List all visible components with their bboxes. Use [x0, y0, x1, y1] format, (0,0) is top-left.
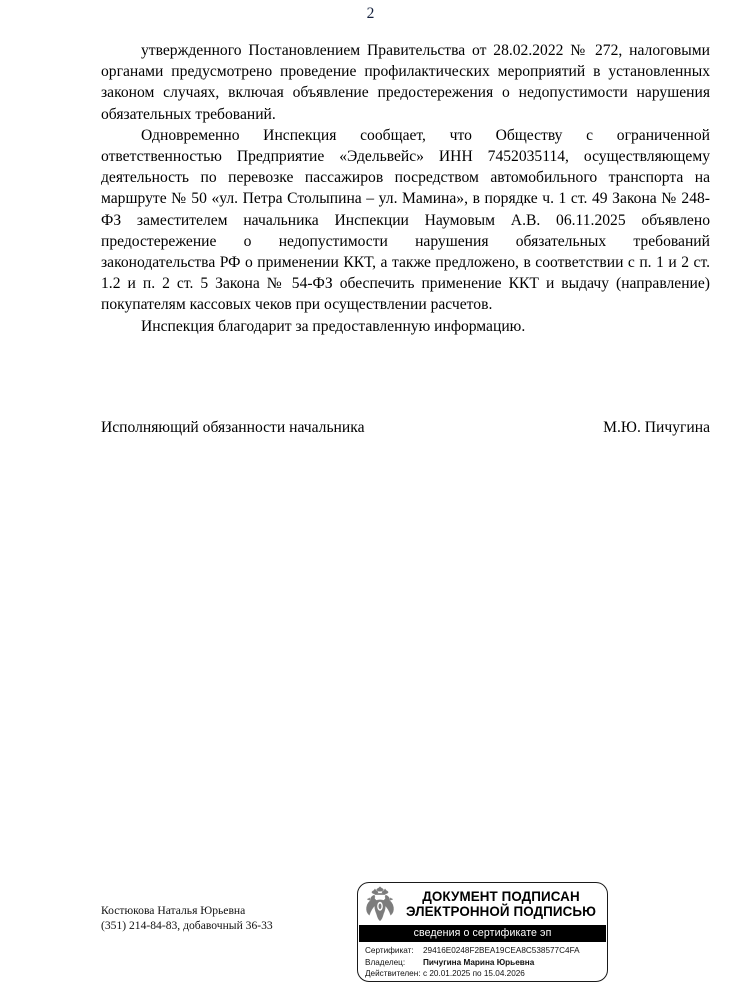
stamp-certificate-details	[358, 942, 607, 980]
signatory-title: Исполняющий обязанности начальника	[101, 419, 365, 436]
paragraph-2: Одновременно Инспекция сообщает, что Обществу с ограниченной ответственностью Предприятие «Эдельвейс» ИНН 7452035114, осуществляющему деятельность по перевозке пассажиров посредством автомобильного транспорта на маршруте № 50 «ул. Петра Столыпина – ул. Мамина», в порядке ч. 1 ст. 49 Закона № 248-ФЗ заместителем начальника Инспекции Наумовым А.В. 06.11.2025 объявлено предостережение о недопустимости нарушения обязательных требований законодательства РФ о применении ККТ, а также предложено, в соответствии с п. 1 и 2 ст. 1.2 и п. 2 ст. 5 Закона № 54-ФЗ обеспечить применение ККТ и выдачу (направление) покупателям кассовых чеков при осуществлении расчетов.	[101, 126, 710, 314]
page-number: 2	[366, 5, 375, 22]
executor-name: Костюкова Наталья Юрьевна	[101, 904, 246, 917]
paragraph-3: Инспекция благодарит за предоставленную информацию.	[141, 317, 526, 335]
stamp-title-line-1: ДОКУМЕНТ ПОДПИСАН	[422, 888, 580, 904]
validity-label: Действителен:	[365, 969, 421, 979]
owner-label: Владелец:	[365, 957, 406, 967]
paragraph-1: утвержденного Постановлением Правительства от 28.02.2022 № 272, налоговыми органами предусмотрено проведение профилактических мероприятий в установленных законом случаях, включая объявление предостережения о недопустимости нарушения обязательных требований.	[101, 42, 710, 123]
validity-row	[365, 968, 601, 980]
document-body	[101, 40, 710, 337]
executor-contact-block	[101, 903, 273, 933]
validity-value: с 20.01.2025 по 15.04.2026	[423, 969, 525, 979]
owner-value: Пичугина Марина Юрьевна	[423, 957, 535, 967]
certificate-label: Сертификат:	[365, 946, 414, 955]
russian-coat-of-arms-icon	[363, 886, 397, 922]
certificate-value: 29416E0248F2BEA19CEA8C538577C4FA	[423, 946, 580, 955]
signature-block	[101, 417, 710, 438]
stamp-certificate-banner: сведения о сертификате эп	[359, 925, 606, 942]
owner-row	[365, 957, 601, 969]
stamp-header	[358, 883, 607, 925]
signatory-name: М.Ю. Пичугина	[603, 419, 710, 436]
stamp-title-line-2: ЭЛЕКТРОННОЙ ПОДПИСЬЮ	[405, 904, 597, 919]
stamp-title	[401, 889, 601, 920]
executor-phone: (351) 214-84-83, добавочный 36-33	[101, 919, 273, 932]
electronic-signature-stamp	[357, 882, 608, 982]
certificate-row	[365, 945, 601, 957]
